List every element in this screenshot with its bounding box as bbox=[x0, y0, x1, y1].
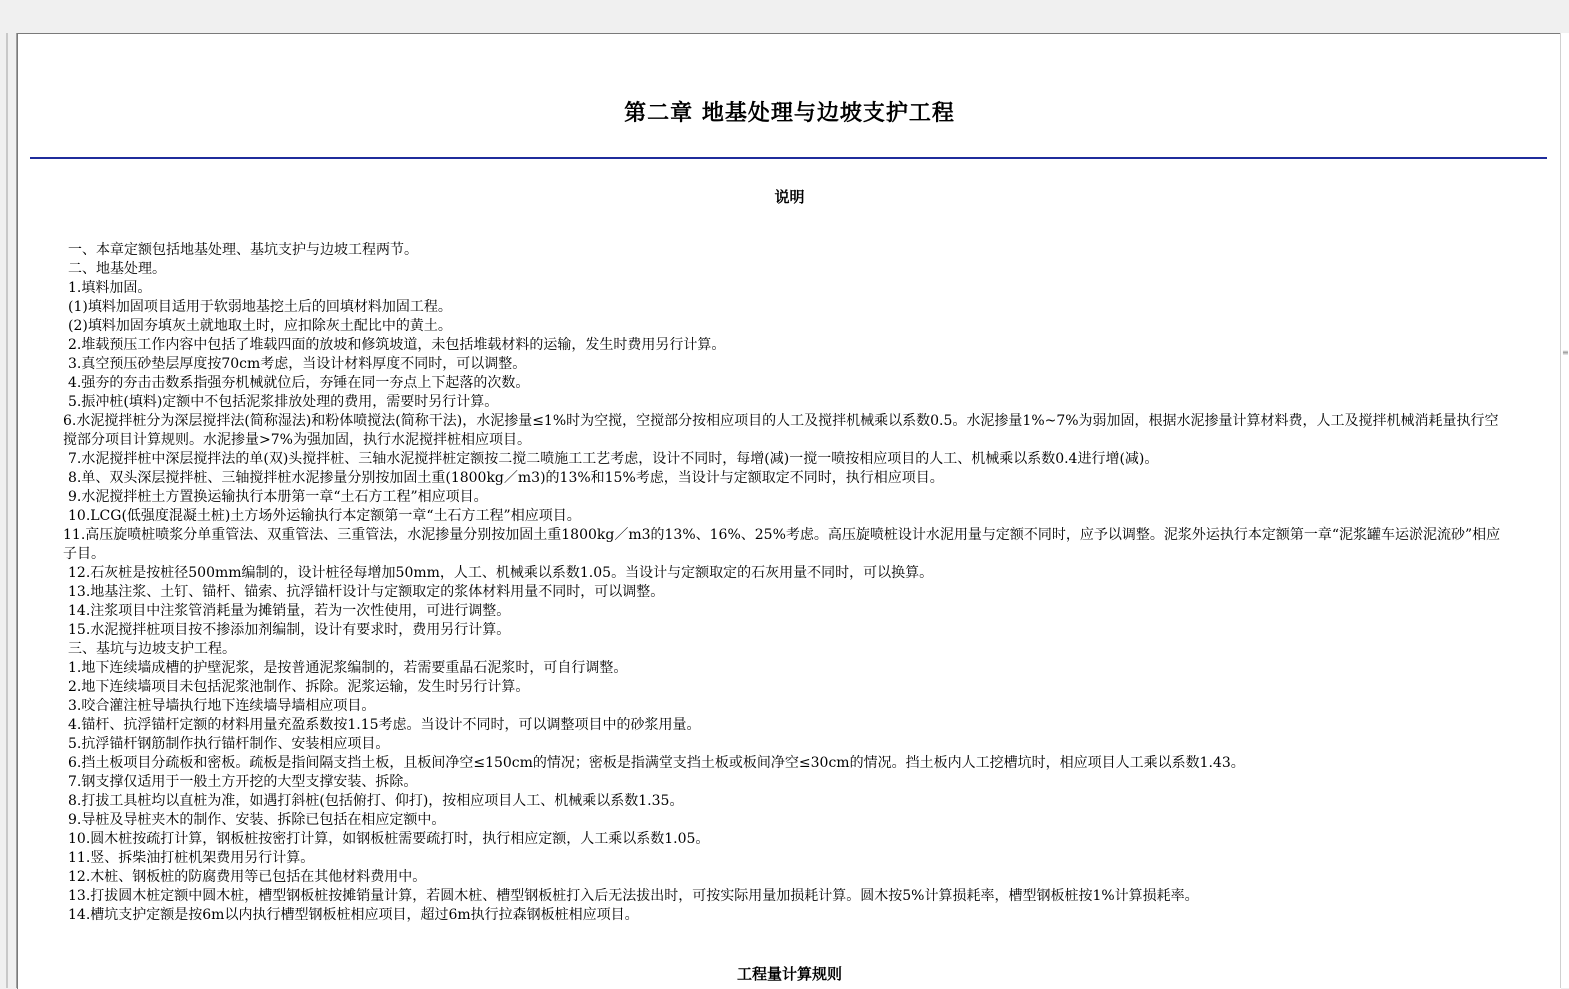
document-viewer bbox=[17, 33, 1561, 989]
body-line: 5.抗浮锚杆钢筋制作执行锚杆制作、安装相应项目。 bbox=[68, 736, 390, 752]
body-line: 9.水泥搅拌桩土方置换运输执行本册第一章“土石方工程”相应项目。 bbox=[68, 489, 488, 505]
body-line: 11.高压旋喷桩喷浆分单重管法、双重管法、三重管法，水泥掺量分别按加固土重1800kg／m3的13%、16%、25%考虑。高压旋喷桩设计水泥用量与定额不同时，应予以调整。泥浆外运执行本定额第一章“泥浆罐车运淤泥流砂”相应子目。 bbox=[63, 527, 1501, 562]
chapter-title: 第二章 地基处理与边坡支护工程 bbox=[624, 100, 955, 126]
body-line: 4.锚杆、抗浮锚杆定额的材料用量充盈系数按1.15考虑。当设计不同时，可以调整项目中的砂浆用量。 bbox=[68, 717, 701, 733]
body-line: 10.LCG(低强度混凝土桩)土方场外运输执行本定额第一章“土石方工程”相应项目。 bbox=[68, 508, 581, 524]
body-line: 11.竖、拆柴油打桩机架费用另行计算。 bbox=[68, 850, 315, 866]
body-line: 13.打拔圆木桩定额中圆木桩，槽型钢板桩按摊销量计算，若圆木桩、槽型钢板桩打入后无法拔出时，可按实际用量加损耗计算。圆木按5%计算损耗率，槽型钢板桩按1%计算损耗率。 bbox=[68, 888, 1199, 904]
body-line: 7.水泥搅拌桩中深层搅拌法的单(双)头搅拌桩、三轴水泥搅拌桩定额按二搅二喷施工工艺考虑，设计不同时，每增(减)一搅一喷按相应项目的人工、机械乘以系数0.4进行增(减)。 bbox=[68, 451, 1159, 467]
body-line: 6.挡土板项目分疏板和密板。疏板是指间隔支挡土板，且板间净空≤150cm的情况；密板是指满堂支挡土板或板间净空≤30cm的情况。挡土板内人工挖槽坑时，相应项目人工乘以系数1.43。 bbox=[68, 755, 1245, 771]
pane-divider bbox=[6, 33, 8, 988]
section-heading-calculation-rules: 工程量计算规则 bbox=[736, 965, 842, 983]
body-line: 三、基坑与边坡支护工程。 bbox=[68, 641, 236, 657]
explanation-body bbox=[63, 241, 1508, 925]
body-line: 3.咬合灌注桩导墙执行地下连续墙导墙相应项目。 bbox=[68, 698, 376, 714]
left-navigation-pane bbox=[0, 33, 17, 988]
body-line: 14.槽坑支护定额是按6m以内执行槽型钢板桩相应项目，超过6m执行拉森钢板桩相应项目。 bbox=[68, 907, 639, 923]
body-line: 12.石灰桩是按桩径500mm编制的，设计桩径每增加50mm，人工、机械乘以系数1.05。当设计与定额取定的石灰用量不同时，可以换算。 bbox=[68, 565, 934, 581]
body-line: 10.圆木桩按疏打计算，钢板桩按密打计算，如钢板桩需要疏打时，执行相应定额，人工乘以系数1.05。 bbox=[68, 831, 710, 847]
body-line: 1.地下连续墙成槽的护壁泥浆，是按普通泥浆编制的，若需要重晶石泥浆时，可自行调整。 bbox=[68, 660, 628, 676]
body-line: 3.真空预压砂垫层厚度按70cm考虑，当设计材料厚度不同时，可以调整。 bbox=[68, 356, 527, 372]
body-line: 5.振冲桩(填料)定额中不包括泥浆排放处理的费用，需要时另行计算。 bbox=[68, 394, 499, 410]
section-heading-explain: 说明 bbox=[774, 188, 805, 206]
body-line: 2.堆载预压工作内容中包括了堆载四面的放坡和修筑坡道，未包括堆载材料的运输，发生时费用另行计算。 bbox=[68, 337, 726, 353]
body-line: 13.地基注浆、土钉、锚杆、锚索、抗浮锚杆设计与定额取定的浆体材料用量不同时，可以调整。 bbox=[68, 584, 665, 600]
body-line: 9.导桩及导桩夹木的制作、安装、拆除已包括在相应定额中。 bbox=[68, 812, 446, 828]
body-line: 6.水泥搅拌桩分为深层搅拌法(简称湿法)和粉体喷搅法(简称干法)，水泥掺量≤1%时为空搅，空搅部分按相应项目的人工及搅拌机械乘以系数0.5。水泥掺量1%~7%为弱加固，根据水泥掺量计算材料费，人工及搅拌机械消耗量执行空搅部分项目计算规则。水泥掺量>7%为强加固，执行水泥搅拌桩相应项目。 bbox=[63, 413, 1499, 448]
body-line: 8.单、双头深层搅拌桩、三轴搅拌桩水泥掺量分别按加固土重(1800kg／m3)的13%和15%考虑，当设计与定额取定不同时，执行相应项目。 bbox=[68, 470, 944, 486]
vertical-scrollbar[interactable] bbox=[1560, 33, 1569, 988]
window-top-bar bbox=[0, 0, 1568, 33]
body-line: (2)填料加固夯填灰土就地取土时，应扣除灰土配比中的黄土。 bbox=[68, 318, 452, 334]
body-line: (1)填料加固项目适用于软弱地基挖土后的回填材料加固工程。 bbox=[68, 299, 452, 315]
body-line: 12.木桩、钢板桩的防腐费用等已包括在其他材料费用中。 bbox=[68, 869, 427, 885]
body-line: 二、地基处理。 bbox=[68, 261, 166, 277]
body-line: 7.钢支撑仅适用于一般土方开挖的大型支撑安装、拆除。 bbox=[68, 774, 418, 790]
body-line: 一、本章定额包括地基处理、基坑支护与边坡工程两节。 bbox=[68, 242, 418, 258]
title-divider bbox=[30, 157, 1547, 159]
body-line: 4.强夯的夯击击数系指强夯机械就位后，夯锤在同一夯点上下起落的次数。 bbox=[68, 375, 530, 391]
body-line: 2.地下连续墙项目未包括泥浆池制作、拆除。泥浆运输，发生时另行计算。 bbox=[68, 679, 530, 695]
body-line: 1.填料加固。 bbox=[68, 280, 152, 296]
body-line: 8.打拔工具桩均以直桩为准，如遇打斜桩(包括俯打、仰打)，按相应项目人工、机械乘以系数1.35。 bbox=[68, 793, 684, 809]
body-line: 15.水泥搅拌桩项目按不掺添加剂编制，设计有要求时，费用另行计算。 bbox=[68, 622, 511, 638]
body-line: 14.注浆项目中注浆管消耗量为摊销量，若为一次性使用，可进行调整。 bbox=[68, 603, 511, 619]
scroll-grip-icon[interactable]: ≡ bbox=[1562, 348, 1569, 357]
